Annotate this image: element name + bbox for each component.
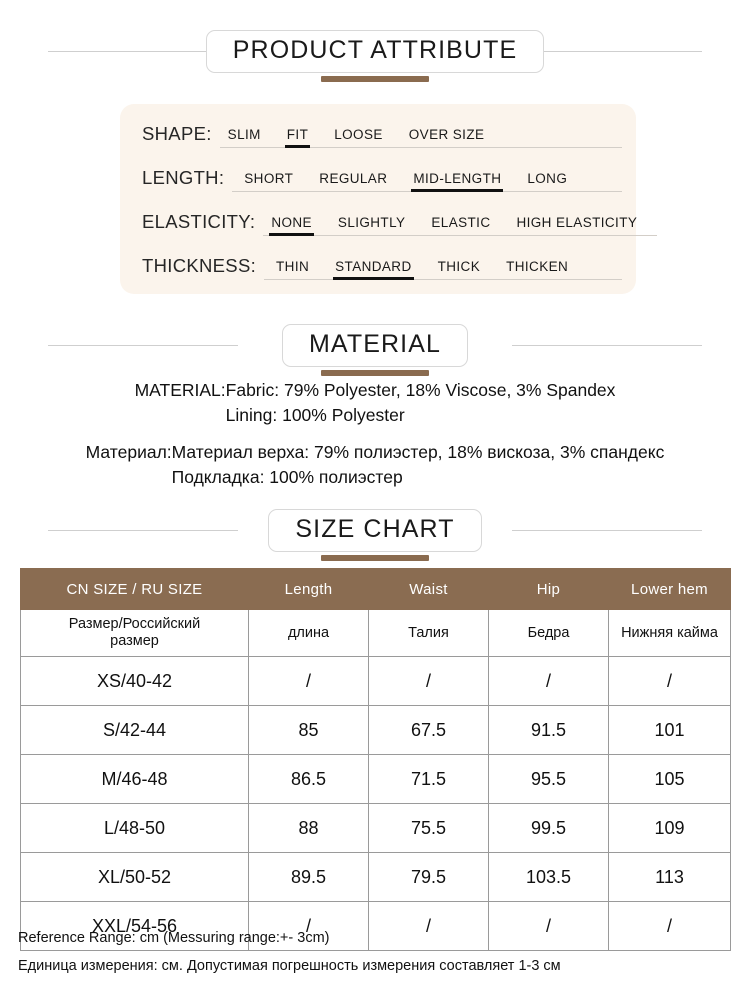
header-ru-lower-hem: Нижняя кайма — [609, 610, 731, 657]
table-row — [21, 706, 731, 755]
material-title: MATERIAL — [309, 329, 441, 358]
cell-length: 88 — [249, 804, 369, 853]
cell-hip: 99.5 — [489, 804, 609, 853]
material-badge — [282, 324, 468, 367]
attribute-panel — [120, 104, 636, 294]
header-ru-waist: Талия — [369, 610, 489, 657]
attribute-option-slim[interactable]: SLIM — [227, 127, 261, 142]
attribute-option-loose[interactable]: LOOSE — [334, 127, 383, 142]
cell-length: 89.5 — [249, 853, 369, 902]
attribute-option-fit[interactable]: FIT — [281, 127, 314, 144]
cell-size: S/42-44 — [21, 706, 249, 755]
cell-waist: / — [369, 657, 489, 706]
cell-hip: / — [489, 902, 609, 951]
size-chart-table — [20, 568, 731, 951]
size-chart-heading — [0, 503, 750, 557]
size-accent-bar — [321, 555, 429, 561]
material-lining-en: Lining: 100% Polyester — [225, 405, 405, 425]
table-row — [21, 657, 731, 706]
cell-size: XS/40-42 — [21, 657, 249, 706]
header-ru-length: длина — [249, 610, 369, 657]
attribute-label-length: LENGTH: — [142, 167, 225, 188]
cell-hip: 103.5 — [489, 853, 609, 902]
attribute-row-elasticity — [120, 192, 636, 236]
material-fabric-en: Fabric: 79% Polyester, 18% Viscose, 3% Spandex — [225, 380, 616, 400]
material-content — [0, 378, 750, 502]
attribute-option-thin[interactable]: THIN — [276, 259, 310, 274]
cell-length: / — [249, 657, 369, 706]
material-lining-ru: Подкладка: 100% полиэстер — [171, 467, 403, 487]
header-ru-size: Размер/Российский размер — [21, 610, 249, 657]
attribute-row-thickness — [120, 236, 636, 280]
reference-range-ru: Единица измерения: см. Допустимая погрешность измерения составляет 1-3 см — [18, 958, 561, 974]
material-label-ru: Материал: — [85, 442, 172, 462]
reference-range-en: Reference Range: cm (Messuring range:+- 3cm) — [18, 930, 330, 946]
material-divider-left — [48, 345, 238, 346]
header-lower-hem: Lower hem — [609, 569, 731, 610]
table-row — [21, 853, 731, 902]
cell-lower-hem: 101 — [609, 706, 731, 755]
cell-lower-hem: 109 — [609, 804, 731, 853]
attribute-option-slightly[interactable]: SLIGHTLY — [337, 215, 406, 230]
header-ru-hip: Бедра — [489, 610, 609, 657]
material-divider-right — [512, 345, 702, 346]
material-accent-bar — [321, 370, 429, 376]
material-heading — [0, 318, 750, 372]
attribute-option-elastic[interactable]: ELASTIC — [431, 215, 491, 230]
size-divider-right — [512, 530, 702, 531]
cell-waist: / — [369, 902, 489, 951]
size-chart-badge — [268, 509, 481, 552]
cell-hip: 91.5 — [489, 706, 609, 755]
attribute-label-shape: SHAPE: — [142, 123, 212, 144]
attribute-option-thicken[interactable]: THICKEN — [506, 259, 569, 274]
cell-waist: 75.5 — [369, 804, 489, 853]
attribute-option-long[interactable]: LONG — [527, 171, 568, 186]
cell-hip: 95.5 — [489, 755, 609, 804]
material-fabric-ru: Материал верха: 79% полиэстер, 18% вискоза, 3% спандекс — [171, 442, 665, 462]
cell-size: M/46-48 — [21, 755, 249, 804]
size-chart-title: SIZE CHART — [295, 514, 455, 543]
cell-waist: 71.5 — [369, 755, 489, 804]
header-length: Length — [249, 569, 369, 610]
attribute-option-thick[interactable]: THICK — [437, 259, 481, 274]
table-header-row — [21, 569, 731, 610]
attribute-options-shape — [220, 127, 622, 148]
cell-length: 86.5 — [249, 755, 369, 804]
attribute-option-regular[interactable]: REGULAR — [319, 171, 388, 186]
attribute-option-standard[interactable]: STANDARD — [329, 259, 417, 276]
attribute-options-length — [232, 171, 622, 192]
attribute-option-short[interactable]: SHORT — [244, 171, 294, 186]
attribute-options-elasticity — [263, 215, 657, 236]
cell-size: L/48-50 — [21, 804, 249, 853]
cell-lower-hem: 105 — [609, 755, 731, 804]
attribute-row-shape — [120, 104, 636, 148]
attribute-options-thickness — [264, 259, 622, 280]
cell-size: XXL/54-56 — [21, 902, 249, 951]
attribute-label-thickness: THICKNESS: — [142, 255, 257, 276]
material-english — [0, 378, 750, 428]
cell-lower-hem: 113 — [609, 853, 731, 902]
attribute-label-elasticity: ELASTICITY: — [142, 211, 256, 232]
attribute-option-high-elasticity[interactable]: HIGH ELASTICITY — [516, 215, 638, 230]
product-attribute-heading — [0, 24, 750, 78]
cell-length: 85 — [249, 706, 369, 755]
cell-size: XL/50-52 — [21, 853, 249, 902]
attribute-option-over-size[interactable]: OVER SIZE — [408, 127, 485, 142]
material-russian — [0, 440, 750, 490]
header-cn-ru-size: CN SIZE / RU SIZE — [21, 569, 249, 610]
table-row — [21, 804, 731, 853]
heading-accent-bar — [321, 76, 429, 82]
attribute-option-none[interactable]: NONE — [265, 215, 318, 232]
table-row — [21, 755, 731, 804]
cell-length: / — [249, 902, 369, 951]
table-header-row-ru — [21, 610, 731, 657]
cell-waist: 67.5 — [369, 706, 489, 755]
cell-lower-hem: / — [609, 902, 731, 951]
cell-waist: 79.5 — [369, 853, 489, 902]
footer-notes — [18, 930, 738, 986]
material-label-en: MATERIAL: — [134, 380, 226, 400]
header-waist: Waist — [369, 569, 489, 610]
size-divider-left — [48, 530, 238, 531]
header-hip: Hip — [489, 569, 609, 610]
product-attribute-title: PRODUCT ATTRIBUTE — [232, 35, 518, 64]
cell-lower-hem: / — [609, 657, 731, 706]
cell-hip: / — [489, 657, 609, 706]
product-attribute-badge — [206, 30, 544, 73]
attribute-option-mid-length[interactable]: MID-LENGTH — [407, 171, 507, 188]
attribute-row-length — [120, 148, 636, 192]
